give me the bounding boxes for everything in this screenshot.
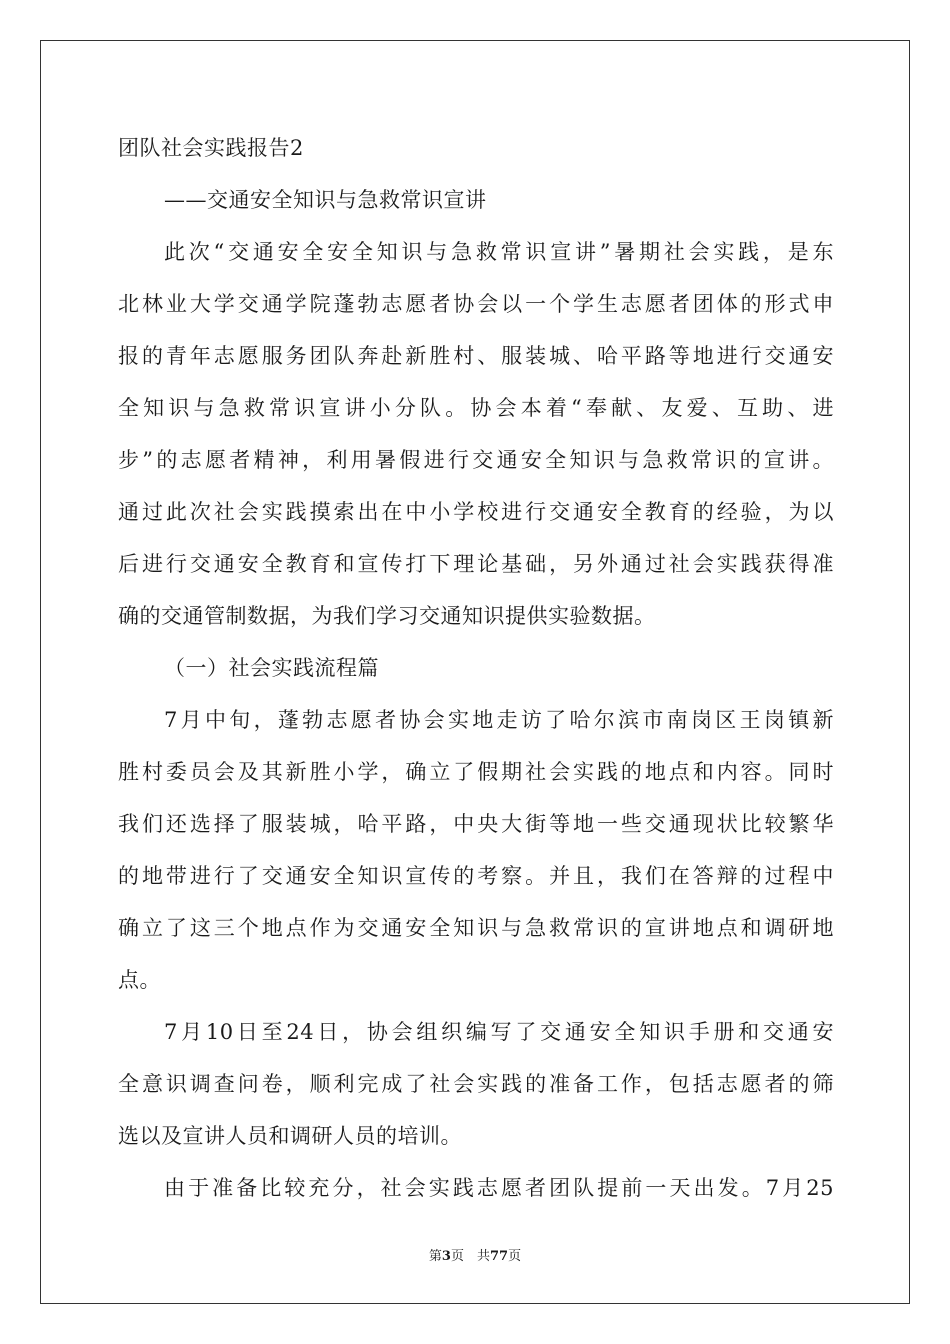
- footer-mid: 页 共: [450, 1249, 490, 1264]
- section-heading: （一）社会实践流程篇: [164, 656, 379, 680]
- document-subtitle: ——交通安全知识与急救常识宣讲: [164, 188, 487, 212]
- document-title: 团队社会实践报告2: [118, 136, 304, 160]
- paragraph-line: 7月中旬，蓬勃志愿者协会实地走访了哈尔滨市南岗区王岗镇新: [164, 708, 834, 732]
- paragraph-line: 全意识调查问卷，顺利完成了社会实践的准备工作，包括志愿者的筛: [118, 1072, 834, 1096]
- footer-prefix: 第: [428, 1249, 442, 1264]
- paragraph-line: 7月10日至24日，协会组织编写了交通安全知识手册和交通安: [164, 1020, 834, 1044]
- paragraph-line: 我们还选择了服装城，哈平路，中央大街等地一些交通现状比较繁华: [118, 812, 834, 836]
- paragraph-line: 胜村委员会及其新胜小学，确立了假期社会实践的地点和内容。同时: [118, 760, 834, 784]
- paragraph-line: 的地带进行了交通安全知识宣传的考察。并且，我们在答辩的过程中: [118, 864, 834, 888]
- paragraph-line: 选以及宣讲人员和调研人员的培训。: [118, 1124, 462, 1148]
- footer-total-pages: 77: [489, 1249, 509, 1264]
- paragraph-line: 步”的志愿者精神，利用暑假进行交通安全知识与急救常识的宣讲。: [118, 448, 834, 472]
- footer-page-number: 3: [441, 1249, 451, 1264]
- paragraph-line: 此次“交通安全安全知识与急救常识宣讲”暑期社会实践，是东: [164, 240, 834, 264]
- paragraph-line: 后进行交通安全教育和宣传打下理论基础，另外通过社会实践获得准: [118, 552, 834, 576]
- paragraph-line: 通过此次社会实践摸索出在中小学校进行交通安全教育的经验，为以: [118, 500, 834, 524]
- paragraph-line: 确立了这三个地点作为交通安全知识与急救常识的宣讲地点和调研地: [118, 916, 834, 940]
- paragraph-line: 确的交通管制数据，为我们学习交通知识提供实验数据。: [118, 604, 656, 628]
- paragraph-line: 点。: [118, 968, 161, 992]
- paragraph-line: 北林业大学交通学院蓬勃志愿者协会以一个学生志愿者团体的形式申: [118, 292, 834, 316]
- paragraph-line: 报的青年志愿服务团队奔赴新胜村、服装城、哈平路等地进行交通安: [118, 344, 834, 368]
- footer-suffix: 页: [508, 1249, 522, 1264]
- paragraph-line: 全知识与急救常识宣讲小分队。协会本着“奉献、友爱、互助、进: [118, 396, 834, 420]
- page-footer: [0, 1248, 950, 1266]
- paragraph-line: 由于准备比较充分，社会实践志愿者团队提前一天出发。7月25: [164, 1176, 834, 1200]
